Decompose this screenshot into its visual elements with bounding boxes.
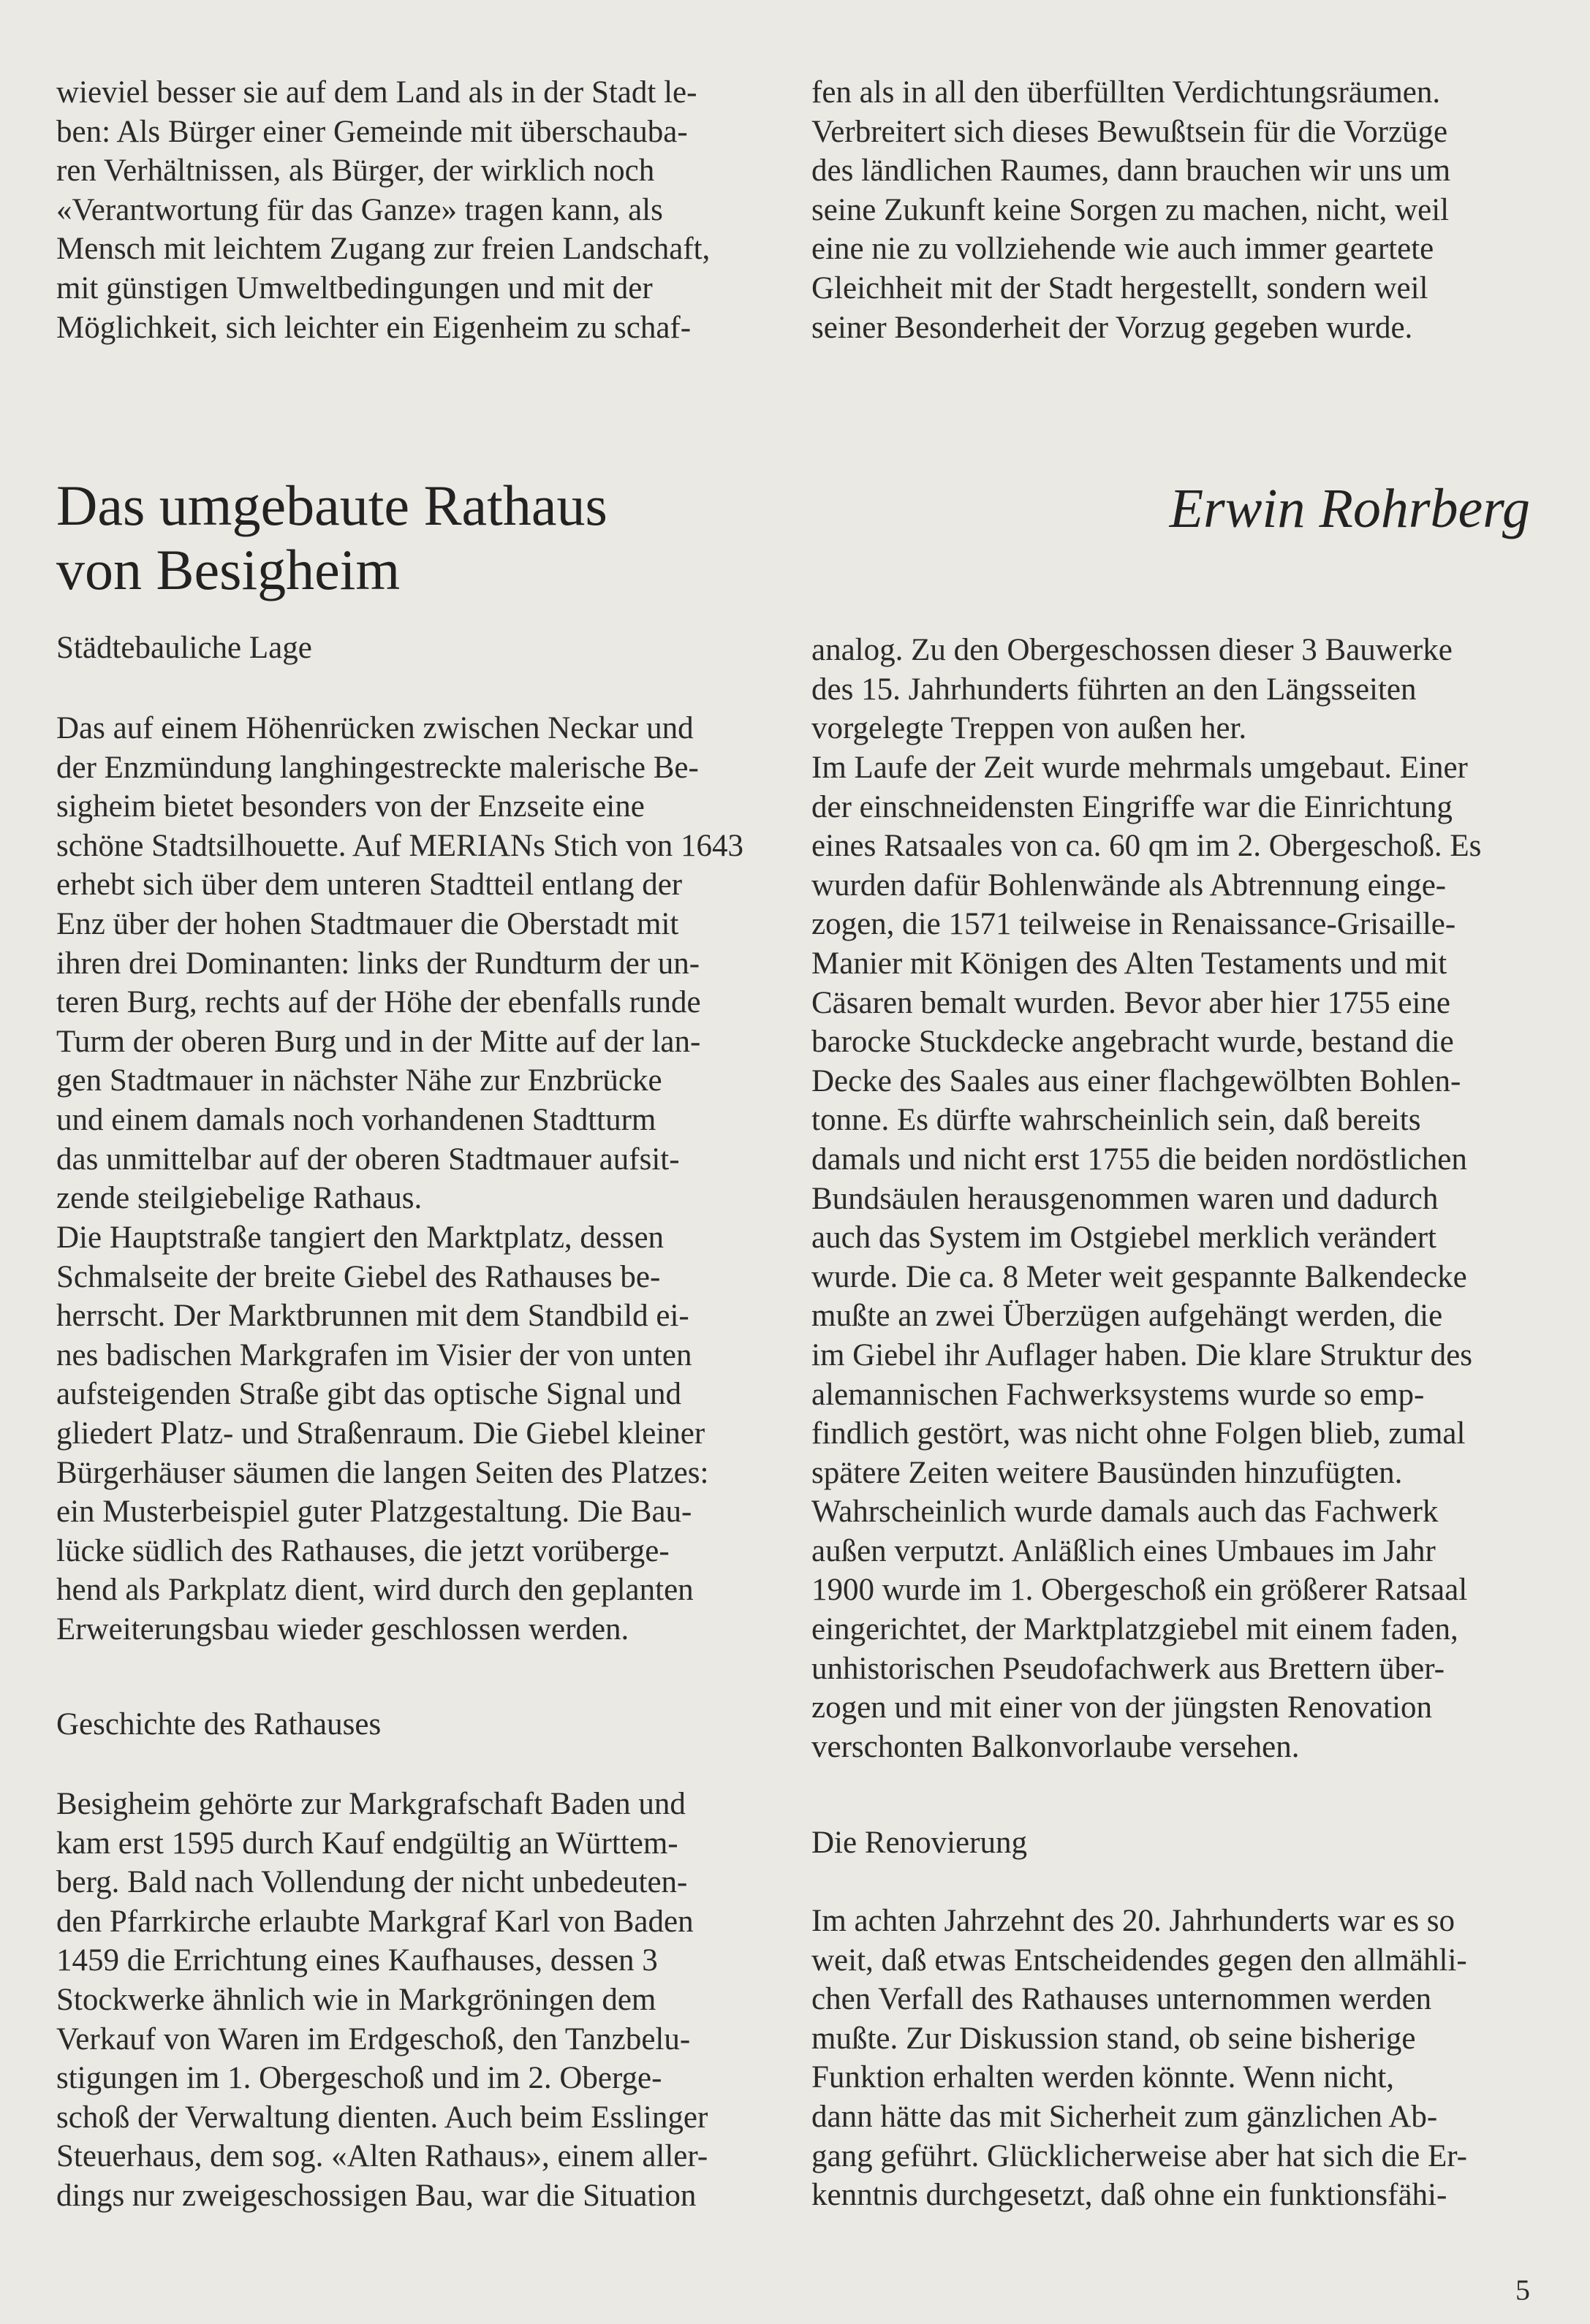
paragraph-geschichte-2: analog. Zu den Obergeschossen dieser 3 Bauwerke des 15. Jahrhunderts führten an den Längsseiten vorgelegte Treppen von außen her.: [811, 633, 1453, 746]
page-number: 5: [1515, 2274, 1530, 2306]
paragraph-geschichte-3: Im Laufe der Zeit wurde mehrmals umgebaut. Einer der einschneidensten Eingriffe war die Einrichtung eines Ratsaales von ca. 60 qm im 2. Obergeschoß. Es wurden dafür Bohlenwände als Abtrennung einge- zogen, die 1571 teilweise in Renaissance-Grisaille- Manier mit Königen des Alten Testaments und mit Cäsaren bemalt wurden. Bevor aber hier 1755 eine barocke Stuckdecke angebracht wurde, bestand die Decke des Saales aus einer flachgewölbten Bohlen- tonne. Es dürfte wahrscheinlich sein, daß bereits damals und nicht erst 1755 die beiden nordöstlichen Bundsäulen herausgenommen waren und dadurch auch das System im Ostgiebel merklich verändert wurde. Die ca. 8 Meter weit gespannte Balkendecke mußte an zwei Überzügen aufgehängt werden, die im Giebel ihr Auflager haben. Die klare Struktur des alemannischen Fachwerksystems wurde so emp- findlich gestört, was nicht ohne Folgen blieb, zumal spätere Zeiten weitere Bausünden hinzufügten. Wahrscheinlich wurde damals auch das Fachwerk außen verputzt. Anläßlich eines Umbaues im Jahr 1900 wurde im 1. Obergeschoß ein größerer Ratsaal eingerichtet, der Marktplatzgiebel mit einem faden, unhistorischen Pseudofachwerk aus Brettern über- zogen und mit einer von der jüngsten Renovation verschonten Balkonvorlaube versehen.: [811, 751, 1482, 1764]
paragraph-lage-2: Die Hauptstraße tangiert den Marktplatz, dessen Schmalseite der breite Giebel des Rathauses be- herrscht. Der Marktbrunnen mit dem Standbild ei- nes badischen Markgrafen im Visier der von unten aufsteigenden Straße gibt das optische Signal und gliedert Platz- und Straßenraum. Die Giebel kleiner Bürgerhäuser säumen die langen Seiten des Platzes: ein Musterbeispiel guter Platzgestaltung. Die Bau- lücke südlich des Rathauses, die jetzt vorüberge- hend als Parkplatz dient, wird durch den geplanten Erweiterungsbau wieder geschlossen werden.: [56, 1220, 709, 1647]
intro-left-column: [56, 73, 776, 347]
article-author: Erwin Rohrberg: [1169, 478, 1530, 539]
intro-right-column: [811, 73, 1532, 347]
heading-geschichte: Geschichte des Rathauses: [56, 1707, 382, 1742]
heading-staedtebauliche-lage: Städtebauliche Lage: [56, 631, 312, 665]
intro-left-text: wieviel besser sie auf dem Land als in der Stadt le- ben: Als Bürger einer Gemeinde mit überschauba- ren Verhältnissen, als Bürger, der wirklich noch «Verantwortung für das Ganze» tragen kann, als Mensch mit leichtem Zugang zur freien Landschaft, mit günstigen Umweltbedingungen und mit der Möglichkeit, sich leichter ein Eigenheim zu schaf-: [56, 75, 711, 345]
paragraph-renovierung-1: Im achten Jahrzehnt des 20. Jahrhunderts war es so weit, daß etwas Entscheidendes gegen den allmähli- chen Verfall des Rathauses unternommen werden mußte. Zur Diskussion stand, ob seine bisherige Funktion erhalten werden könnte. Wenn nicht, dann hätte das mit Sicherheit zum gänzlichen Ab- gang geführt. Glücklicherweise aber hat sich die Er- kenntnis durchgesetzt, daß ohne ein funktionsfähi-: [811, 1904, 1467, 2213]
paragraph-lage-1: Das auf einem Höhenrücken zwischen Neckar und der Enzmündung langhingestreckte malerische Be- sigheim bietet besonders von der Enzseite eine schöne Stadtsilhouette. Auf MERIANs Stich von 1643 erhebt sich über dem unteren Stadtteil entlang der Enz über der hohen Stadtmauer die Oberstadt mit ihren drei Dominanten: links der Rundturm der un- teren Burg, rechts auf der Höhe der ebenfalls runde Turm der oberen Burg und in der Mitte auf der lan- gen Stadtmauer in nächster Nähe zur Enzbrücke und einem damals noch vorhandenen Stadtturm das unmittelbar auf der oberen Stadtmauer aufsit- zende steilgiebelige Rathaus.: [56, 711, 743, 1216]
article-title: Das umgebaute Rathaus von Besigheim: [56, 474, 607, 601]
paragraph-geschichte-1: Besigheim gehörte zur Markgrafschaft Baden und kam erst 1595 durch Kauf endgültig an Württem- berg. Bald nach Vollendung der nicht unbedeuten- den Pfarrkirche erlaubte Markgraf Karl von Baden 1459 die Errichtung eines Kaufhauses, dessen 3 Stockwerke ähnlich wie in Markgröningen dem Verkauf von Waren im Erdgeschoß, den Tanzbelu- stigungen im 1. Obergeschoß und im 2. Oberge- schoß der Verwaltung dienten. Auch beim Esslinger Steuerhaus, dem sog. «Alten Rathaus», einem aller- dings nur zweigeschossigen Bau, war die Situation: [56, 1787, 708, 2213]
heading-renovierung: Die Renovierung: [811, 1826, 1027, 1860]
intro-right-text: fen als in all den überfüllten Verdichtungsräumen. Verbreitert sich dieses Bewußtsein für die Vorzüge des ländlichen Raumes, dann brauchen wir uns um seine Zukunft keine Sorgen zu machen, nicht, weil eine nie zu vollziehende wie auch immer geartete Gleichheit mit der Stadt hergestellt, sondern weil seiner Besonderheit der Vorzug gegeben wurde.: [811, 75, 1451, 345]
